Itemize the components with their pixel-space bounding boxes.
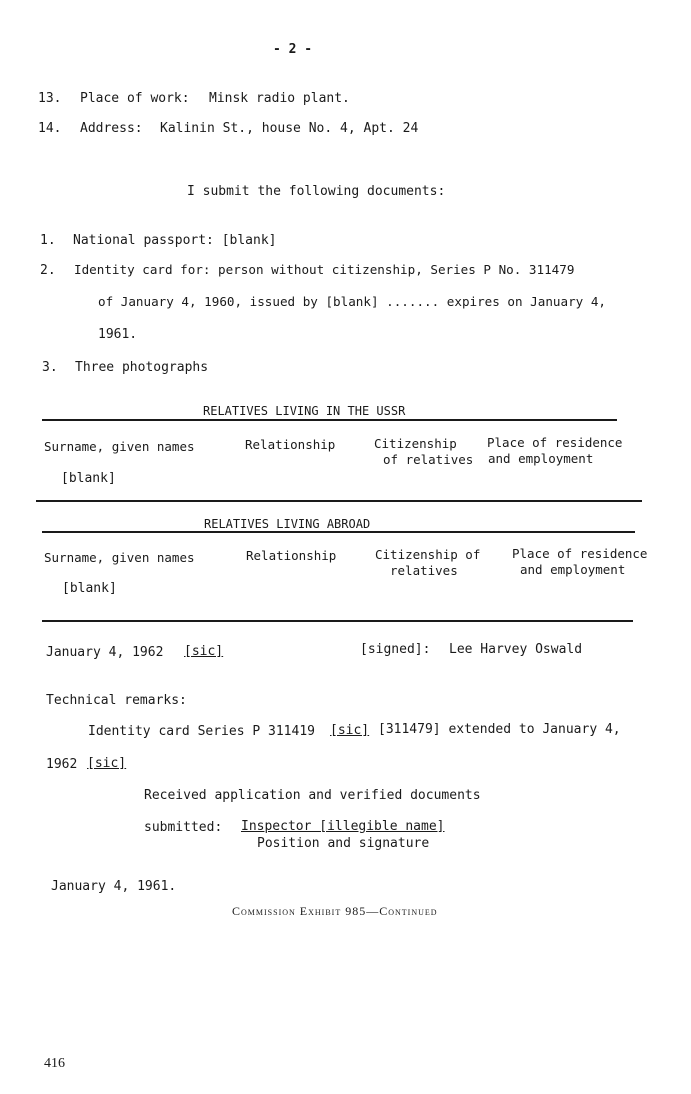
inspector-name: Inspector [illegible name] — [241, 819, 445, 834]
documents-heading: I submit the following documents: — [187, 184, 446, 199]
doc-2-line-2: of January 4, 1960, issued by [blank] ....... expires on January 4, — [98, 294, 606, 309]
item-label: Address: — [80, 121, 143, 136]
doc-2-line-1: Identity card for: person without citizenship, Series P No. 311479 — [74, 262, 575, 277]
rule — [42, 531, 635, 533]
col-header-residence-1: Place of residence — [512, 546, 648, 561]
item-number: 14. — [38, 121, 62, 136]
received-text: Received application and verified documents — [144, 788, 481, 803]
doc-2-number: 2. — [40, 263, 56, 278]
signed-label: [signed]: — [360, 642, 431, 657]
doc-3-text: Three photographs — [75, 360, 209, 375]
rule — [42, 419, 617, 421]
col-header-citizenship-2: relatives — [390, 563, 458, 578]
page-number: 416 — [44, 1056, 65, 1071]
doc-1-text: National passport: [blank] — [73, 233, 277, 248]
relatives-abroad-value: [blank] — [62, 581, 117, 596]
footer-date: January 4, 1961. — [51, 879, 177, 894]
technical-line-2a: 1962 — [46, 757, 78, 772]
col-header-citizenship-1: Citizenship of — [375, 547, 481, 562]
col-header-residence-1: Place of residence — [487, 435, 623, 450]
col-header-residence-2: and employment — [520, 562, 626, 577]
relatives-ussr-title: RELATIVES LIVING IN THE USSR — [203, 404, 406, 418]
signer-name: Lee Harvey Oswald — [449, 642, 583, 657]
exhibit-caption: Commission Exhibit 985—Continued — [232, 904, 438, 918]
col-header-residence-2: and employment — [488, 451, 594, 466]
submitted-label: submitted: — [144, 820, 223, 835]
item-value: Kalinin St., house No. 4, Apt. 24 — [160, 121, 419, 136]
rule — [36, 500, 642, 502]
technical-heading: Technical remarks: — [46, 693, 187, 708]
relatives-abroad-title: RELATIVES LIVING ABROAD — [204, 517, 371, 531]
sic-note: [sic] — [87, 756, 127, 771]
doc-1-number: 1. — [40, 233, 56, 248]
col-header-relationship: Relationship — [246, 548, 337, 563]
sic-note: [sic] — [184, 644, 224, 659]
rule — [42, 620, 633, 622]
item-number: 13. — [38, 91, 62, 106]
col-header-citizenship-1: Citizenship — [374, 436, 457, 451]
item-label: Place of work: — [80, 91, 190, 106]
col-header-relationship: Relationship — [245, 437, 336, 452]
position-caption: Position and signature — [257, 836, 430, 851]
sic-note: [sic] — [330, 723, 370, 738]
signature-date: January 4, 1962 — [46, 645, 164, 660]
doc-3-number: 3. — [42, 360, 58, 375]
technical-line-1b: [311479] extended to January 4, — [378, 722, 621, 737]
doc-2-line-3: 1961. — [98, 327, 138, 342]
col-header-name: Surname, given names — [44, 439, 195, 454]
col-header-name: Surname, given names — [44, 550, 195, 565]
relatives-ussr-value: [blank] — [61, 471, 116, 486]
page-header: - 2 - — [273, 42, 313, 57]
item-value: Minsk radio plant. — [209, 91, 350, 106]
col-header-citizenship-2: of relatives — [383, 452, 474, 467]
technical-line-1a: Identity card Series P 311419 — [88, 724, 315, 739]
